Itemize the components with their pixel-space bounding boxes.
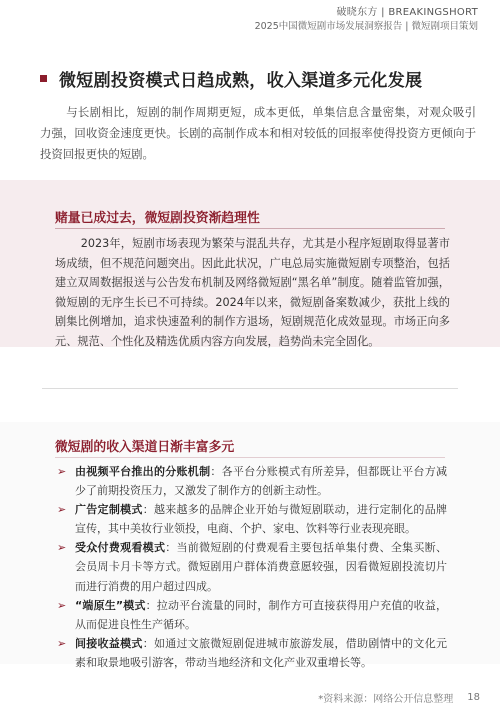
list-item (55, 538, 447, 595)
box1-title: 赌量已成过去，微短剧投资渐趋理性 (55, 211, 260, 226)
item-key: 间接收益模式 (75, 636, 143, 650)
item-text: ：越来越多的品牌企业开始与微短剧联动，进行定制化的品牌宣传，其中美妆行业领投，电商、个护、家电、饮料等行业表现亮眼。 (75, 503, 447, 536)
report-subtitle: 2025中国微短剧市场发展洞察报告 | 微短剧项目策划 (254, 21, 478, 32)
arrow-bullet-icon: ➢ (57, 541, 67, 555)
item-key: 由视频平台推出的分账机制 (75, 465, 211, 478)
box1-title-underline (55, 228, 445, 229)
intro-text: 与长剧相比，短剧的制作周期更短，成本更低，单集信息含量密集，对观众吸引力强，回收资金速度更快。长剧的高制作成本和相对较低的回报率使得投资方更倾向于投资回报更快的短剧。 (40, 105, 476, 161)
page-footer (318, 690, 480, 705)
section-divider (42, 388, 458, 389)
box2-title-underline (55, 457, 445, 458)
brand-label: 破晓东方 | BREAKINGSHORT (336, 7, 478, 18)
arrow-bullet-icon: ➢ (57, 465, 67, 478)
intro-paragraph (40, 102, 476, 165)
page-number: 18 (467, 692, 480, 703)
list-item (55, 634, 447, 672)
section-title: 微短剧投资模式日趋成熟，收入渠道多元化发展 (59, 71, 423, 91)
list-item (55, 596, 447, 634)
item-text: ：当前微短剧的付费观看主要包括单集付费、全集买断、会员周卡月卡等方式。微短剧用户群体消费意愿较强，因看微短剧投流切片而进行消费的用户超过四成。 (75, 541, 447, 593)
box1-body (55, 234, 450, 352)
item-key: “端原生”模式 (75, 598, 146, 612)
box1-text: 2023年，短剧市场表现为繁荣与混乱共存，尤其是小程序短剧取得显著市场成绩，但不规范问题突出。因此此状况，广电总局实施微短剧专项整治，包括建立双周数据报送与公告发布机制及网络微短剧“黑名单”制度。随着监管加强，微短剧的无序生长已不可持续。2024年以来，微短剧备案数减少，获批上线的剧集比例增加，追求快速盈利的制作方退场，短剧规范化成效显现。市场正向多元、规范、个性化及精选优质内容方向发展，趋势尚未完全固化。 (55, 237, 450, 348)
revenue-channel-list (55, 462, 447, 672)
list-item (55, 500, 447, 538)
source-note: *资料来源：网络公开信息整理 (318, 694, 454, 705)
highlight-box-investment (0, 180, 500, 347)
item-text: ：拉动平台流量的同时，制作方可直接获得用户充值的收益，从而促进良性生产循环。 (75, 598, 447, 631)
arrow-bullet-icon: ➢ (57, 598, 67, 612)
item-text: ：如通过文旅微短剧促进城市旅游发展，借助剧情中的文化元素和取景地吸引游客，带动当地经济和文化产业双重增长等。 (75, 636, 447, 669)
box2-title: 微短剧的收入渠道日渐丰富多元 (55, 440, 235, 455)
item-text: ：各平台分账模式有所差异，但都既让平台方减少了前期投资压力，又激发了制作方的创新主动性。 (75, 465, 447, 498)
item-key: 广告定制模式 (75, 503, 143, 517)
page-header (255, 6, 478, 33)
item-key: 受众付费观看模式 (75, 541, 166, 555)
list-item (55, 462, 447, 500)
section-title-row (40, 66, 480, 91)
arrow-bullet-icon: ➢ (57, 636, 67, 650)
arrow-bullet-icon: ➢ (57, 503, 67, 517)
highlight-box-revenue (0, 422, 500, 669)
square-bullet-icon (40, 75, 47, 82)
